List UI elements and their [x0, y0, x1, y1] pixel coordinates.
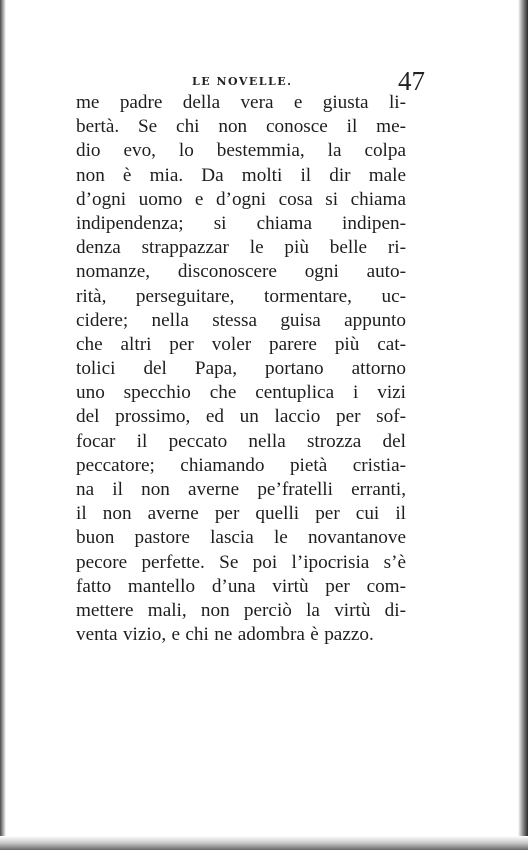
text-line: buon pastore lascia le novantanove: [76, 527, 406, 549]
body-text: [76, 91, 406, 647]
text-line: na il non averne pe’fratelli erranti,: [76, 479, 406, 500]
text-line: rità, perseguitare, tormentare, uc-: [76, 285, 406, 307]
text-line-last: venta vizio, e chi ne adombra è pazzo.: [76, 624, 374, 646]
page-number: 47: [398, 66, 425, 96]
text-line: indipendenza; si chiama indipen-: [76, 212, 406, 234]
text-line: me padre della vera e giusta li-: [76, 92, 406, 113]
text-line: nomanze, disconoscere ogni auto-: [76, 261, 406, 283]
text-line: denza strappazzar le più belle ri-: [76, 237, 406, 259]
text-line: del prossimo, ed un laccio per sof-: [76, 406, 406, 428]
page-bottom-edge-shadow: [0, 836, 528, 850]
text-line: pecore perfette. Se poi l’ipocrisia s’è: [76, 551, 406, 573]
text-line: non è mia. Da molti il dir male: [76, 164, 406, 186]
text-line: che altri per voler parere più cat-: [76, 333, 406, 355]
text-line: focar il peccato nella strozza del: [76, 430, 406, 452]
page-left-edge-shadow: [0, 0, 6, 850]
text-line: tolici del Papa, portano attorno: [76, 358, 406, 380]
text-line: il non averne per quelli per cui il: [76, 503, 406, 525]
text-line: dio evo, lo bestemmia, la colpa: [76, 140, 406, 162]
text-line: fatto mantello d’una virtù per com-: [76, 575, 406, 597]
page-right-edge-shadow: [518, 0, 528, 850]
text-line: peccatore; chiamando pietà cristia-: [76, 454, 406, 476]
text-line: mettere mali, non perciò la virtù di-: [76, 599, 406, 621]
text-line: bertà. Se chi non conosce il me-: [76, 116, 406, 138]
running-title: LE NOVELLE.: [192, 75, 293, 88]
text-line: uno specchio che centuplica i vizi: [76, 382, 406, 404]
text-line: cidere; nella stessa guisa appunto: [76, 309, 406, 331]
text-line: d’ogni uomo e d’ogni cosa si chiama: [76, 188, 406, 210]
